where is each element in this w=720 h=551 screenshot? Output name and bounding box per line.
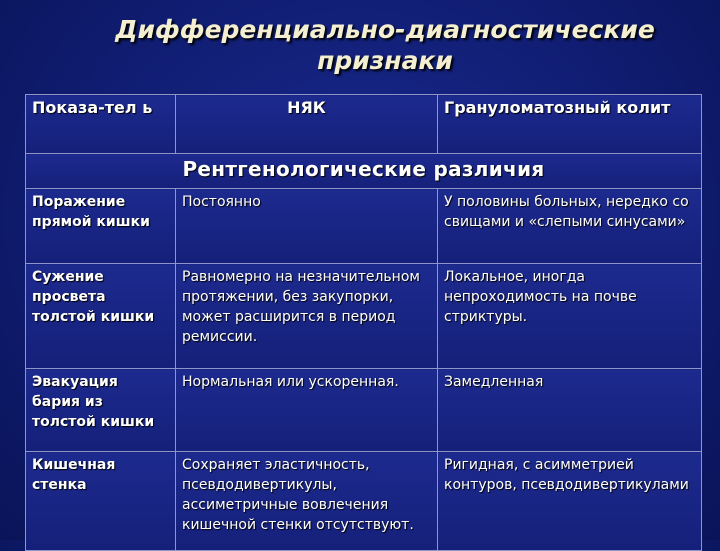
row-nyak: Равномерно на незначительном протяжении, без закупорки, может расширится в период ремиссии. [176, 264, 438, 369]
header-granulomatous-colitis: Грануломатозный колит [438, 95, 702, 154]
row-granulomatous: Ригидная, с асимметрией контуров, псевдодивертикулами [438, 452, 702, 551]
row-sign: Эвакуация бария из толстой кишки [26, 369, 176, 452]
table-header-row [26, 95, 702, 154]
table-row [26, 264, 702, 369]
row-granulomatous: У половины больных, нередко со свищами и «слепыми синусами» [438, 189, 702, 264]
row-nyak: Сохраняет эластичность, псевдодивертикулы, ассиметричные вовлечения кишечной стенки отсутствуют. [176, 452, 438, 551]
diagnostic-table [25, 94, 702, 551]
row-granulomatous: Локальное, иногда непроходимость на почве стриктуры. [438, 264, 702, 369]
section-title: Рентгенологические различия [26, 154, 702, 189]
slide-title: Дифференциально-диагностические признаки [115, 15, 655, 75]
header-indicator: Показа-тел ь [26, 95, 176, 154]
row-granulomatous: Замедленная [438, 369, 702, 452]
header-nyak: НЯК [176, 95, 438, 154]
row-sign: Кишечная стенка [26, 452, 176, 551]
row-sign: Поражение прямой кишки [26, 189, 176, 264]
table-row [26, 189, 702, 264]
section-row [26, 154, 702, 189]
row-sign: Сужение просвета толстой кишки [26, 264, 176, 369]
row-nyak: Постоянно [176, 189, 438, 264]
table-row [26, 452, 702, 551]
table-row [26, 369, 702, 452]
row-nyak: Нормальная или ускоренная. [176, 369, 438, 452]
